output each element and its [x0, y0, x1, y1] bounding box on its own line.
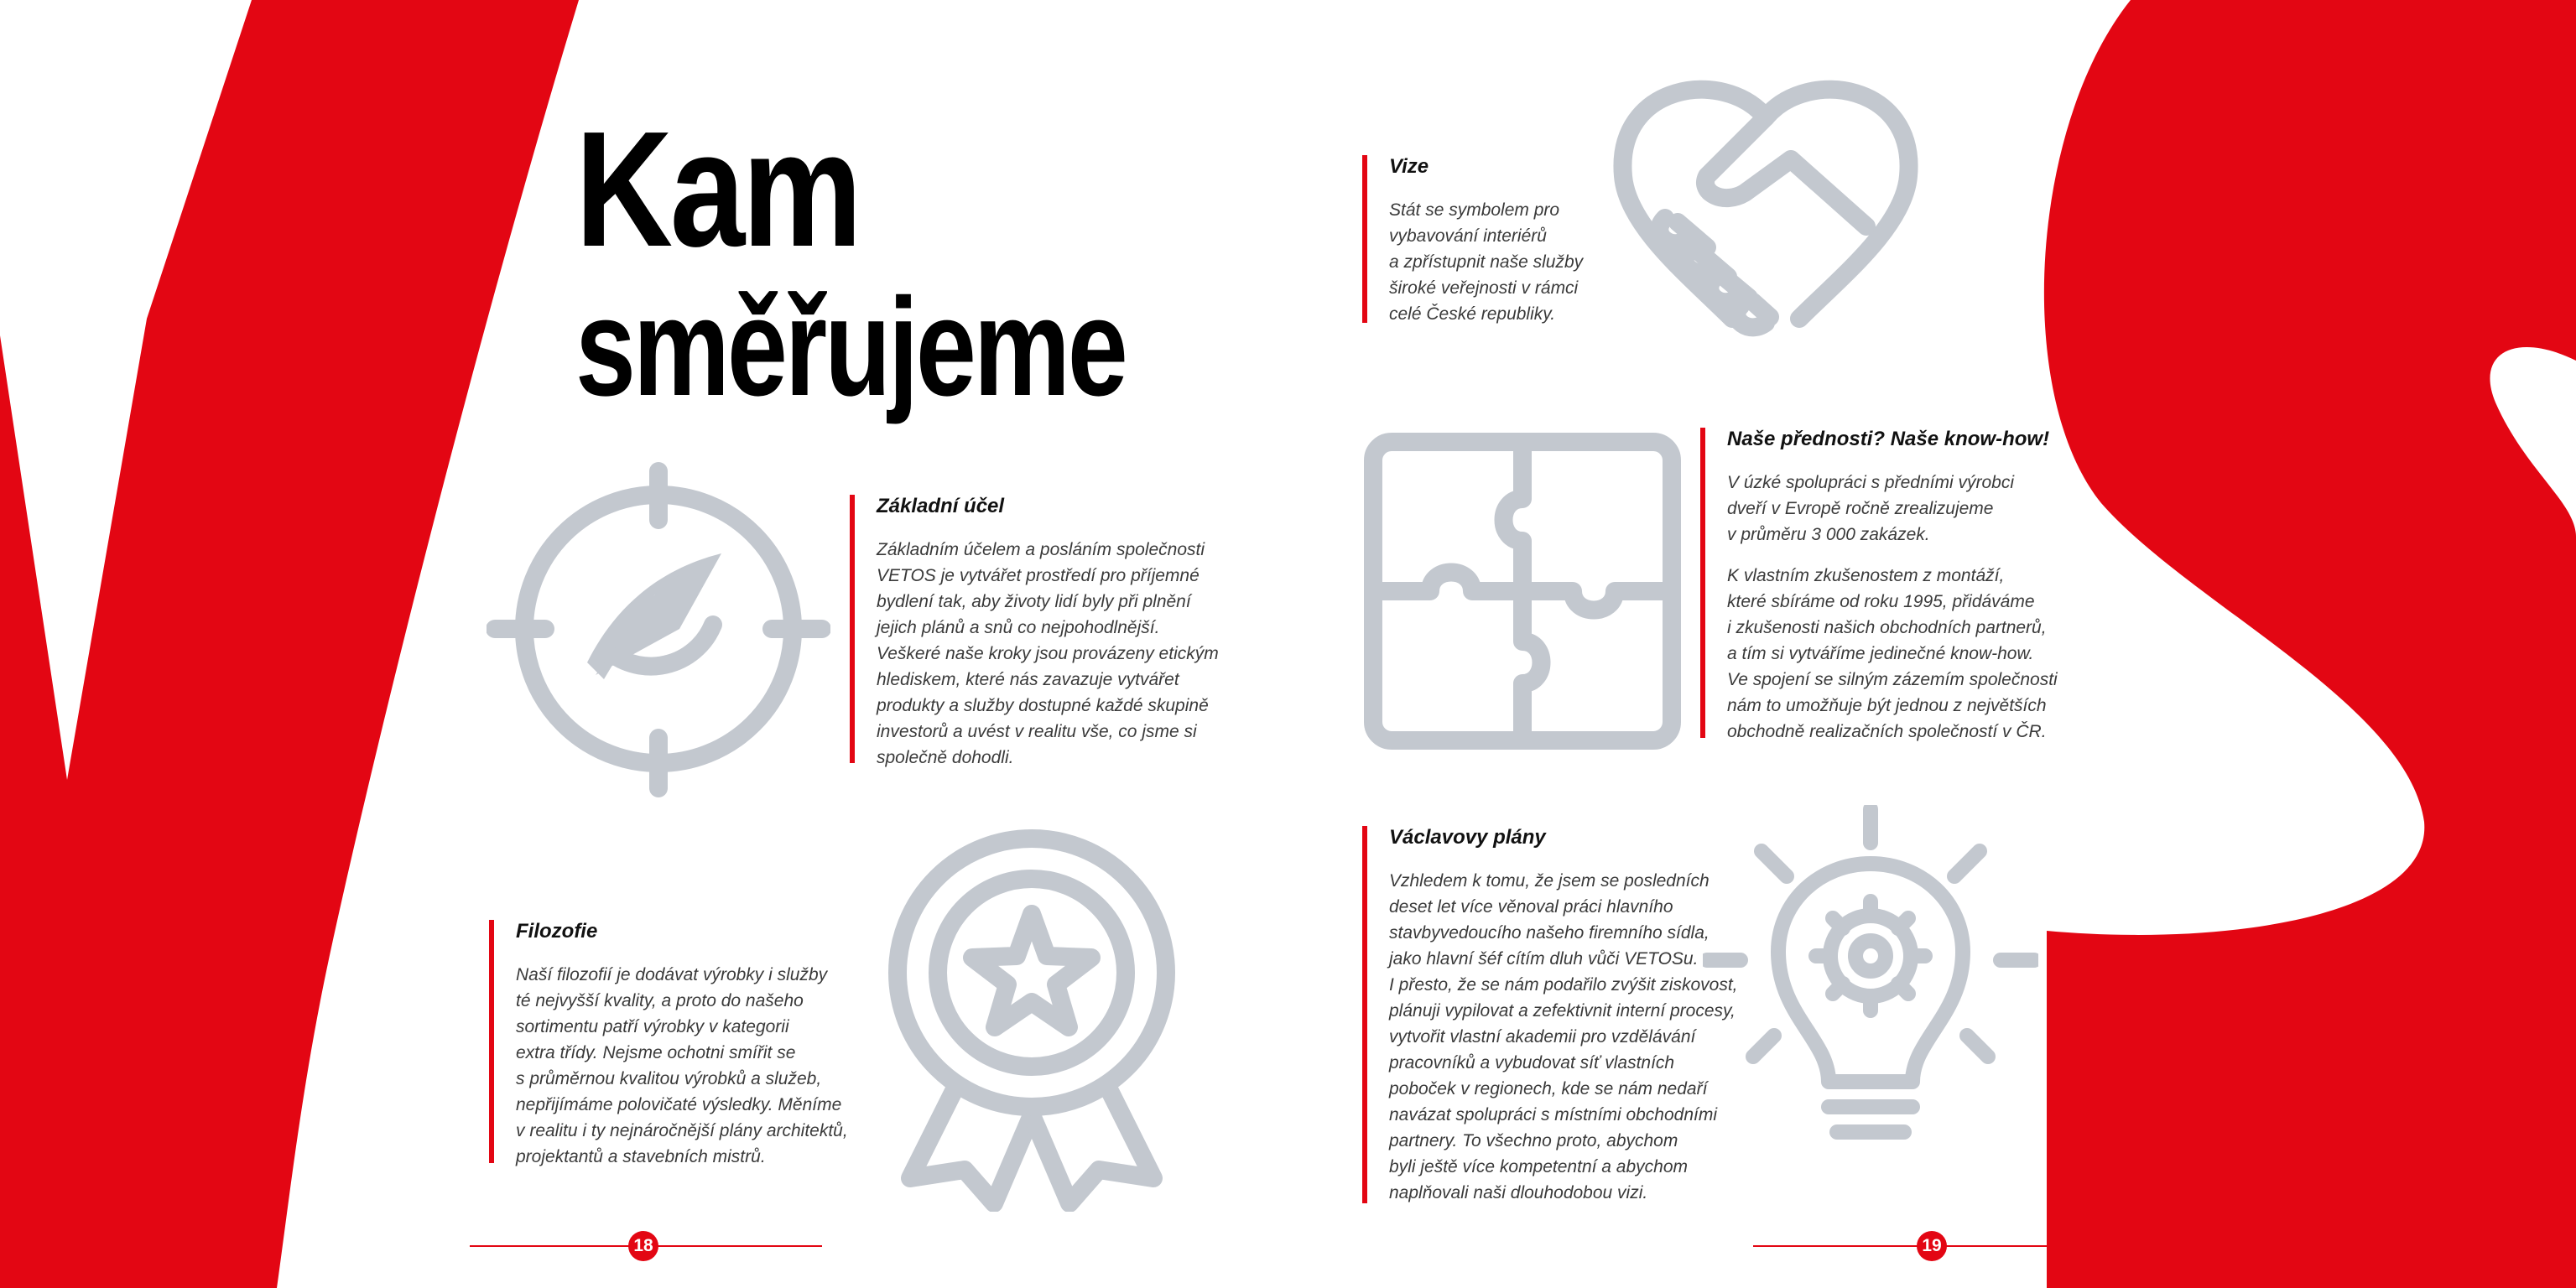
award-medal-icon [877, 826, 1187, 1212]
handshake-heart-icon [1598, 67, 1933, 369]
page-title [575, 97, 1281, 425]
page-number-right: 19 [1917, 1231, 1947, 1261]
section-paragraph: K vlastním zkušenostem z montáží, které sbíráme od roku 1995, přidáváme i zkušenosti našich obchodních partnerů, a tím si vytváříme jedinečné know-how. Ve spojení se silným zázemím společnosti nám to umožňuje být jednou z největších obchodně realizačních společností v ČR. [1727, 566, 2058, 741]
title-line-2: směřujeme [575, 270, 1126, 425]
page-line-right [1753, 1245, 2047, 1247]
section-paragraph: Vzhledem k tomu, že jsem se posledních deset let více věnoval práci hlavního stavbyvedoucího našeho firemního sídla, jako hlavní šéf cítím dluh vůči VETOSu. I přesto, že se nám podařilo zvýšit ziskovost, plánuji vypilovat a zefektivnit interní procesy, vytvořit vlastní akademii pro vzdělávání pracovníků a vybudovat síť vlastních poboček v regionech, kde se nám nedaří navázat spolupráci s místními obchodními partnery. To všechno proto, abychom byli ještě více kompetentní a abychom naplňovali naši dlouhodobou vizi. [1389, 871, 1738, 1202]
section-vaclavovy-plany [1362, 826, 1738, 1203]
lightbulb-gear-icon [1703, 805, 2038, 1157]
compass-target-icon [487, 461, 830, 805]
section-heading: Vize [1389, 155, 1429, 178]
section-heading: Základní účel [877, 495, 1005, 517]
section-vize [1362, 155, 1583, 323]
section-heading: Filozofie [516, 920, 598, 943]
section-paragraph: Stát se symbolem pro vybavování interiérů a zpřístupnit naše služby široké veřejnosti v rámci celé České republiky. [1389, 200, 1584, 324]
letter-s-shape [2044, 0, 2576, 1288]
page-number-left: 18 [628, 1231, 658, 1261]
section-heading: Naše přednosti? Naše know-how! [1727, 428, 2050, 450]
section-paragraph: V úzké spolupráci s předními výrobci dveří v Evropě ročně zrealizujeme v průměru 3 000 zakázek. [1727, 473, 2014, 544]
section-zakladni-ucel [850, 495, 1219, 767]
section-nase-prednosti [1700, 428, 2058, 741]
title-line-1: Kam [575, 97, 860, 281]
section-paragraph: Základním účelem a posláním společnosti VETOS je vytvářet prostředí pro příjemné bydlení tak, aby životy lidí byly při plnění jejich plánů a snů co nejpohodlnější. Veškeré naše kroky jsou provázeny etickým hlediskem, které nás zavazuje vytvářet produkty a služby dostupné každé skupině investorů a uvést v realitu vše, co jsme si společně dohodli. [877, 540, 1219, 767]
section-heading: Václavovy plány [1389, 826, 1546, 849]
section-filozofie [489, 920, 848, 1166]
section-paragraph: Naší filozofií je dodávat výrobky i služby té nejvyšší kvality, a proto do našeho sortimentu patří výrobky v kategorii extra třídy. Nejsme ochotni smířit se s průměrnou kvalitou výrobků a služeb, nepřijímáme polovičaté výsledky. Měníme v realitu i ty nejnáročnější plány architektů, projektantů a stavebních mistrů. [516, 965, 848, 1166]
puzzle-icon [1363, 432, 1682, 750]
